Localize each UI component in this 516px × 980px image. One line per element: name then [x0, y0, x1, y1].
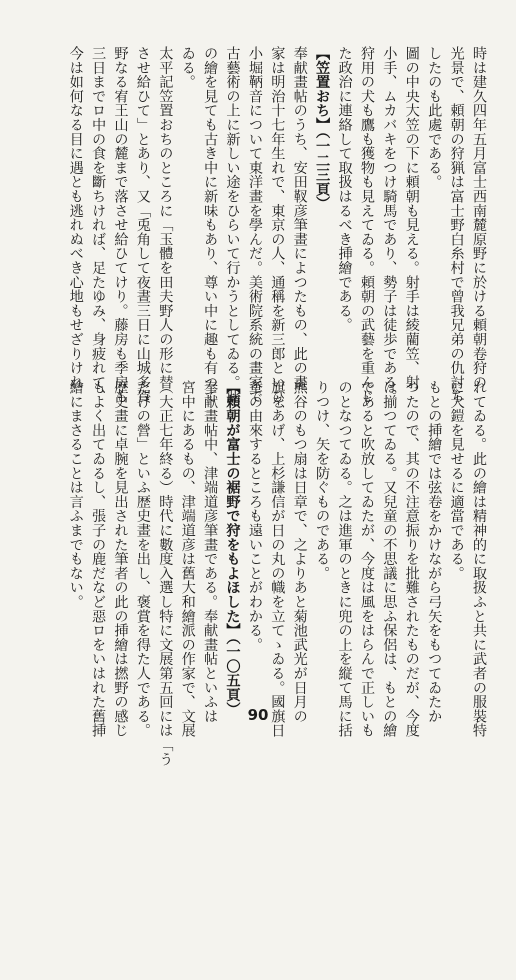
upper-line: 【笠置おち】（一二三頁） — [314, 46, 331, 211]
upper-line: 狩用の犬も鷹も獲物も見えてゐる。頼朝の武藝を重んじ — [358, 46, 375, 404]
upper-line: 小堀鞆音について東洋畫を學んだ。美術院系統の畫家で — [246, 46, 263, 404]
lower-line: 宮中にあるもの、津端道彦は舊大和繪派の作家で、文展 — [179, 380, 196, 738]
upper-line: したのも此處である。 — [426, 46, 443, 189]
upper-line: 奉献畫帖のうち、安田靫彦筆畫によつたもの、此の畫 — [291, 46, 308, 390]
upper-line: 圖の中央大笠の下に頼朝も見える。射手は綾藺笠、射 — [403, 46, 420, 390]
upper-line: 家は明治十七年生れで、東京の人、通稱を新三郎といひ、 — [269, 46, 286, 418]
lower-line: 歴史畫に卓腕を見出された筆者の此の挿繪は撚野の感じ — [112, 380, 129, 738]
upper-line: 三日までロ中の食を斷ちければ、足たゆみ、身疲れて、 — [90, 46, 107, 404]
page-number: 90 — [247, 706, 269, 724]
lower-line: （大正七年終る）時代に數度入選し特に文展第五回には「う — [157, 380, 174, 767]
upper-line: 光景で、頼朝の狩猟は富士野白糸村で曾我兄弟の仇討ち — [448, 46, 465, 404]
upper-line: ゐる。 — [179, 46, 196, 89]
lower-line: つたので、其の不注意振りを批難されたものだが、今度 — [403, 380, 420, 738]
upper-line: 小手、ムカバキをつけ騎馬であり、勢子は徒歩である。 — [381, 46, 398, 404]
lower-line: のとなつてゐる。之は進軍のときに兜の上を縦て馬に括 — [336, 380, 353, 738]
lower-line: たげの營」といふ歴史畫を出し、褒賞を得た人である。 — [134, 380, 151, 738]
lower-line: 旗をあげ、上杉謙信が日の丸の幟を立てゝゐる。國旗日 — [269, 380, 286, 738]
upper-line: た政治に連絡して取扱はるべき挿繪である。 — [336, 46, 353, 332]
lower-line: もとの挿繪では弦卷をかけながら弓矢をもつてゐたか — [426, 380, 443, 724]
upper-line: させ給ひて」とあり、又「兎角して夜晝三日に山城多賀 — [134, 46, 151, 404]
upper-line: 古藝術の上に新しい途をひらいて行かうとしてゐる。此 — [224, 46, 241, 404]
lower-line: に大鎧を見せるに適當である。 — [448, 380, 465, 581]
lower-line: れてゐる。此の繪は精神的に取扱ふと共に武者の服裝特 — [471, 380, 487, 738]
lower-line: 繪にまさることは言ふまでもない。 — [67, 380, 84, 609]
upper-line: の繪を見ても古き中に新味もあり、尊い中に趣も有つて — [202, 46, 219, 404]
upper-line: 時は建久四年五月富士西南麓原野に於ける頼朝卷狩の — [471, 46, 487, 390]
upper-line: 太平記笠置おちのところに「玉體を田夫野人の形に替 — [157, 46, 174, 390]
lower-line: は揃つてゐる。又兒童の不思議に思ふ保侶は、もとの繪 — [381, 380, 398, 738]
lower-line: であると吹放してゐたが、今度は風をはらんで正しいも — [358, 380, 375, 738]
upper-line: 今は如何なる目に遇とも逃れぬべき心地もせざりけれ — [67, 46, 84, 390]
lower-line: 熊谷のもつ扇は日章で、之よりあと菊池武光が日月の — [291, 380, 308, 724]
lower-text-block — [38, 380, 490, 980]
upper-line: 野なる宥王山の麓まで落させ給ひてけり。藤房も季房も — [112, 46, 129, 404]
lower-line: 章の由來するところも遠いことがわかる。 — [246, 380, 263, 652]
lower-line: りつけ、矢を防ぐものである。 — [314, 380, 331, 581]
lower-line: もよく出てゐるし、張子の鹿だなど惡ロをいはれた舊挿 — [90, 380, 107, 738]
lower-line: 【頼朝が富士の裾野で狩をもよほした】（一〇五頁） — [224, 380, 241, 717]
lower-line: 奉献畫帖中、津端道彦筆畫である。奉献畫帖といふは — [202, 380, 219, 724]
